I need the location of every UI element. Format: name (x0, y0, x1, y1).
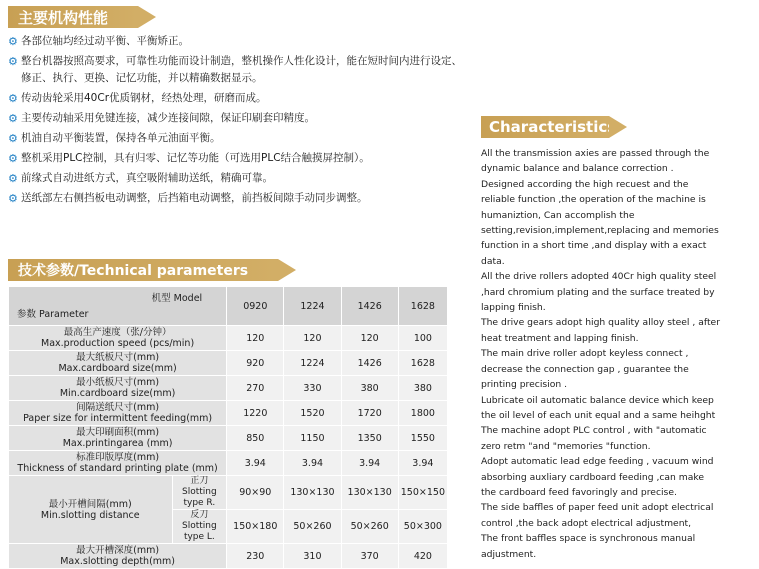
table-cell: 1220 (227, 401, 284, 426)
feature-text: 主要传动轴采用免键连接，减少连接间隙，保证印刷套印精度。 (21, 112, 315, 124)
table-cell: 3.94 (284, 451, 341, 476)
table-cell: 150×150 (398, 476, 447, 510)
characteristic-paragraph: Lubricate oil automatic balance device which keep the oil level of each unit equal and a same heihght (481, 394, 716, 421)
table-cell: 120 (341, 326, 398, 351)
gear-icon: ⚙ (8, 35, 18, 48)
characteristic-paragraph: The machine adopt PLC control , with "automatic zero retm "and "memories "function. (481, 425, 707, 452)
characteristic-paragraph: All the drive rollers adopted 40Cr high quality steel ,hard chromium plating and the surface treated by lapping finish. (481, 271, 717, 314)
row-label-en: Max.slotting depth(mm) (60, 556, 175, 567)
table-cell: 130×130 (284, 476, 341, 510)
table-cell: 100 (398, 326, 447, 351)
row-label (9, 426, 227, 451)
row-label-cn: 最高生产速度（张/分钟） (63, 327, 172, 338)
table-header-row (9, 287, 448, 326)
characteristic-paragraph: The front baffles space is synchronous manual adjustment. (481, 533, 696, 560)
row-label (9, 376, 227, 401)
feature-text: 送纸部左右侧挡板电动调整，后挡箱电动调整，前挡板间隙手动同步调整。 (21, 192, 368, 204)
table-cell: 50×260 (341, 510, 398, 544)
table-cell: 1628 (398, 351, 447, 376)
row-label-en: Min.cardboard size(mm) (59, 388, 176, 399)
model-header: 1224 (284, 287, 341, 326)
feature-text: 机油自动平衡装置，保持各单元油面平衡。 (21, 132, 221, 144)
gear-icon: ⚙ (8, 55, 18, 68)
table-cell: 1800 (398, 401, 447, 426)
table-cell: 370 (341, 544, 398, 569)
characteristic-paragraph: Designed according the high recuest and the reliable function ,the operation of the machine is humaniztion, Can accomplish the setting,revision,implement,replacing and memories function in a short time ,and display with a exact data. (481, 178, 719, 267)
table-cell: 1350 (341, 426, 398, 451)
table-cell: 90×90 (227, 476, 284, 510)
table-row (9, 326, 448, 351)
banner-main-features (8, 6, 138, 28)
table-cell: 3.94 (398, 451, 447, 476)
table-row-slotting (9, 476, 448, 510)
slotting-sub-label: 反刀 Slotting type L. (172, 510, 227, 544)
gear-icon: ⚙ (8, 112, 18, 125)
table-cell: 1150 (284, 426, 341, 451)
table-row (9, 376, 448, 401)
model-header: 0920 (227, 287, 284, 326)
slotting-sub-label: 正刀 Slotting type R. (172, 476, 227, 510)
row-label (9, 326, 227, 351)
table-row (9, 426, 448, 451)
table-cell: 380 (398, 376, 447, 401)
table-cell: 1550 (398, 426, 447, 451)
table-cell: 1720 (341, 401, 398, 426)
gear-icon: ⚙ (8, 192, 18, 205)
table-cell: 3.94 (227, 451, 284, 476)
feature-text: 整台机器按照高要求，可靠性功能而设计制造，整机操作人性化设计，能在短时间内进行设定、修正、执行、更换、记忆功能，并以精确数据显示。 (21, 55, 462, 84)
gear-icon: ⚙ (8, 92, 18, 105)
feature-item (8, 53, 463, 87)
row-label (9, 351, 227, 376)
banner-tech-title: 技术参数/Technical parameters (18, 263, 249, 279)
row-label-cn: 标准印版厚度(mm) (76, 452, 160, 463)
row-label-en: Max.printingarea (mm) (62, 438, 173, 449)
row-label (9, 401, 227, 426)
table-row (9, 451, 448, 476)
characteristic-paragraph: The drive gears adopt high quality alloy steel , after heat treatment and lapping finish. (481, 317, 720, 344)
row-label (9, 451, 227, 476)
feature-item (8, 130, 463, 147)
row-label-cn: 最大纸板尺寸(mm) (76, 352, 160, 363)
feature-item (8, 150, 463, 167)
model-header: 1426 (341, 287, 398, 326)
row-label-en: Max.production speed (pcs/min) (41, 338, 195, 349)
row-label-en: Max.cardboard size(mm) (58, 363, 177, 374)
feature-text: 各部位轴均经过动平衡、平衡矫正。 (21, 35, 189, 47)
feature-item (8, 90, 463, 107)
banner-technical-parameters (8, 259, 278, 281)
gear-icon: ⚙ (8, 152, 18, 165)
gear-icon: ⚙ (8, 132, 18, 145)
feature-text: 传动齿轮采用40Cr优质钢材，经热处理，研磨而成。 (21, 92, 267, 104)
table-cell: 310 (284, 544, 341, 569)
param-label: 参数 Parameter (17, 309, 89, 320)
table-cell: 1426 (341, 351, 398, 376)
row-label (9, 544, 227, 569)
table-cell: 50×300 (398, 510, 447, 544)
characteristic-paragraph: Adopt automatic lead edge feeding , vacuum wind absorbing auxliary cardboard feeding ,can make the cardboard feed favoringly and precise. (481, 456, 714, 498)
table-cell: 130×130 (341, 476, 398, 510)
row-label-en: Min.slotting distance (40, 509, 140, 521)
characteristics-text (481, 146, 721, 562)
feature-item (8, 190, 463, 207)
feature-list (8, 33, 463, 210)
banner-main-title: 主要机构性能 (18, 8, 109, 27)
characteristic-paragraph: All the transmission axies are passed through the dynamic balance and balance correction . (481, 148, 710, 175)
table-cell: 230 (227, 544, 284, 569)
feature-item (8, 33, 463, 50)
table-cell: 150×180 (227, 510, 284, 544)
row-label-cn: 最小开槽间隔(mm) (48, 498, 132, 510)
table-row (9, 351, 448, 376)
model-label: 机型 Model (151, 293, 203, 304)
row-label-cn: 最小纸板尺寸(mm) (76, 377, 160, 388)
table-cell: 330 (284, 376, 341, 401)
feature-item (8, 110, 463, 127)
table-cell: 3.94 (341, 451, 398, 476)
row-label-en: Paper size for intermittent feeding(mm) (23, 413, 213, 424)
model-header: 1628 (398, 287, 447, 326)
row-label-cn: 最大开槽深度(mm) (76, 545, 160, 556)
spec-table (8, 286, 448, 569)
feature-text: 前缘式自动进纸方式，真空吸附辅助送纸，精确可靠。 (21, 172, 273, 184)
banner-characteristics (481, 116, 617, 138)
characteristic-paragraph: The main drive roller adopt keyless connect , decrease the connection gap , guarantee the printing precision . (481, 348, 689, 391)
table-cell: 120 (227, 326, 284, 351)
table-cell: 850 (227, 426, 284, 451)
table-cell: 1520 (284, 401, 341, 426)
table-cell: 420 (398, 544, 447, 569)
table-cell: 920 (227, 351, 284, 376)
table-cell: 1224 (284, 351, 341, 376)
banner-char-title: Characteristics (489, 118, 617, 136)
table-cell: 120 (284, 326, 341, 351)
feature-text: 整机采用PLC控制，具有归零、记忆等功能（可选用PLC结合触摸屏控制）。 (21, 152, 370, 164)
table-header-cell (9, 287, 227, 326)
gear-icon: ⚙ (8, 172, 18, 185)
characteristic-paragraph: The side baffles of paper feed unit adopt electrical control ,the back adopt electrical adjustment, (481, 502, 714, 529)
table-cell: 380 (341, 376, 398, 401)
table-row (9, 544, 448, 569)
row-label-cn: 间隔送纸尺寸(mm) (76, 402, 160, 413)
row-label-cn: 最大印刷面积(mm) (76, 427, 160, 438)
row-label (9, 476, 173, 544)
table-cell: 270 (227, 376, 284, 401)
row-label-en: Thickness of standard printing plate (mm) (17, 463, 218, 474)
table-row (9, 401, 448, 426)
feature-item (8, 170, 463, 187)
table-cell: 50×260 (284, 510, 341, 544)
